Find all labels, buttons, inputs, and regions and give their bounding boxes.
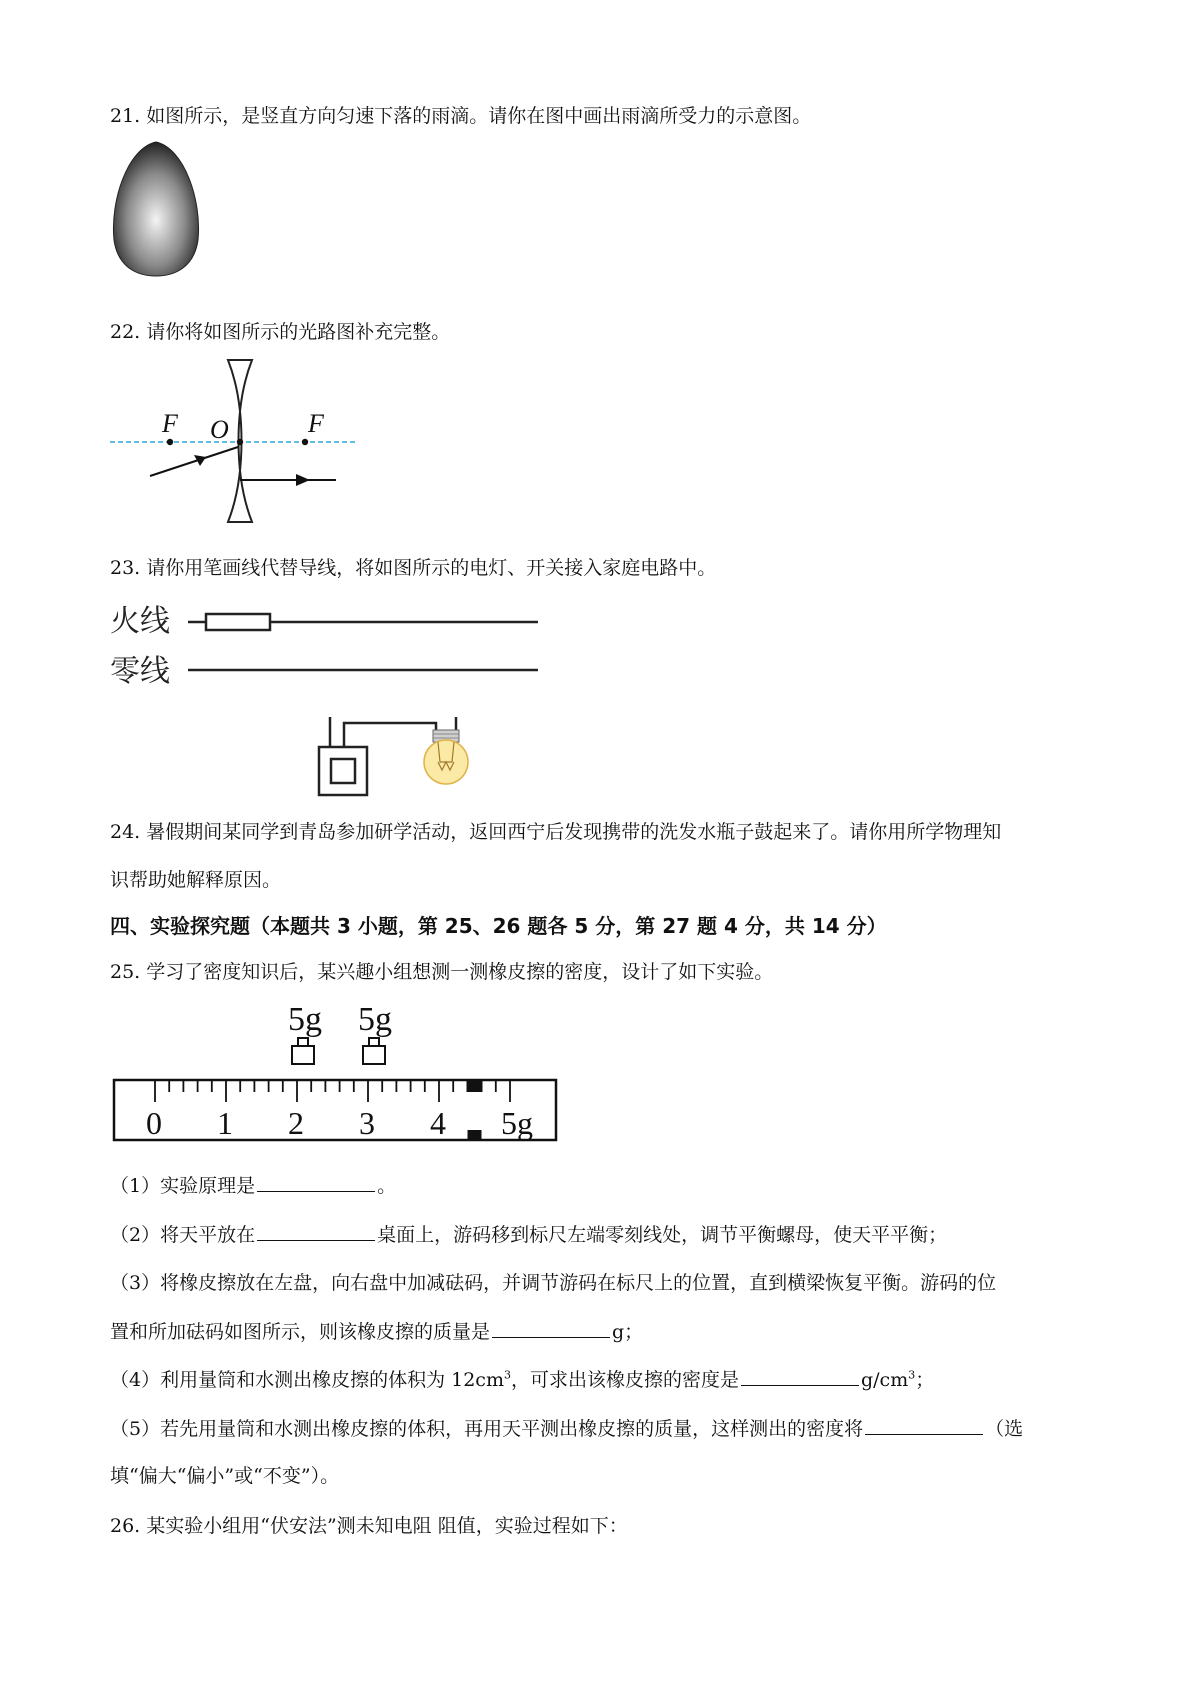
section-4-heading: 四、实验探究题（本题共 3 小题，第 25、26 题各 5 分，第 27 题 4 分，共 14 分）: [110, 914, 887, 938]
answer-blank-2[interactable]: [257, 1222, 375, 1241]
focus-right-label: F: [308, 409, 324, 438]
question-24-line2: 识帮助她解释原因。: [110, 869, 282, 891]
live-wire-label: 火线: [110, 604, 170, 639]
focus-right-point: [302, 439, 308, 445]
fuse: [206, 614, 270, 630]
light-bulb-icon: [424, 730, 468, 784]
q25-sub4: （4）利用量筒和水测出橡皮擦的体积为 $12cm^3$，可求出该橡皮擦的密度是 $g/cm^3$；: [110, 1368, 935, 1391]
home-circuit-figure: [180, 600, 550, 800]
q25-sub1: （1）实验原理是 。: [110, 1175, 397, 1197]
scale-label: 2: [288, 1105, 304, 1141]
optical-center-point: [237, 439, 243, 445]
question-24-line1: 24. 暑假期间某同学到青岛参加研学活动，返回西宁后发现携带的洗发水瓶子鼓起来了。请你用所学物理知: [110, 821, 1002, 843]
rider-bottom: [468, 1130, 482, 1140]
scale-label: 0: [146, 1105, 162, 1141]
optical-center-label: O: [210, 415, 229, 444]
q25-sub3-line2: 置和所加砝码如图所示，则该橡皮擦的质量是 g；: [110, 1321, 644, 1343]
neutral-wire-label: 零线: [110, 654, 170, 689]
raindrop-shape: [113, 142, 198, 276]
question-22: 22. 请你将如图所示的光路图补充完整。: [110, 321, 451, 343]
question-21: 21. 如图所示，是竖直方向匀速下落的雨滴。请你在图中画出雨滴所受力的示意图。: [110, 105, 812, 127]
question-23: 23. 请你用笔画线代替导线，将如图所示的电灯、开关接入家庭电路中。: [110, 557, 717, 579]
scale-ruler: [114, 1080, 556, 1140]
switch-box-inner: [331, 759, 355, 783]
parallel-ray-arrow: [296, 474, 310, 486]
weight-icon-2: [363, 1038, 385, 1064]
question-26: 26. 某实验小组用“伏安法”测未知电阻 阻值，实验过程如下：: [110, 1515, 628, 1537]
incident-ray: [150, 447, 238, 476]
scale-label: 1: [217, 1105, 233, 1141]
q25-sub5-line2: 填“偏大“偏小”或“不变”）。: [110, 1465, 340, 1487]
scale-label: 3: [359, 1105, 375, 1141]
q25-sub3-line1: （3）将橡皮擦放在左盘，向右盘中加减砝码，并调节游码在标尺上的位置，直到横梁恢复平衡。游码的位: [110, 1272, 997, 1294]
raindrop-figure: [108, 140, 204, 278]
weight-label-1: 5g: [288, 1001, 322, 1038]
answer-blank-5[interactable]: [865, 1416, 983, 1435]
q25-sub5-line1: （5）若先用量筒和水测出橡皮擦的体积，再用天平测出橡皮擦的质量，这样测出的密度将 （选: [110, 1418, 1024, 1440]
weight-label-2: 5g: [358, 1001, 392, 1038]
balance-scale-figure: [110, 994, 560, 1144]
focus-left-point: [167, 439, 173, 445]
answer-blank-4[interactable]: [741, 1367, 859, 1386]
scale-label: 4: [430, 1105, 446, 1141]
question-25-intro: 25. 学习了密度知识后，某兴趣小组想测一测橡皮擦的密度，设计了如下实验。: [110, 961, 774, 983]
answer-blank-3[interactable]: [492, 1319, 610, 1338]
switch-to-lamp-wire: [344, 723, 436, 747]
scale-label: 5g: [501, 1105, 533, 1141]
weight-icon-1: [292, 1038, 314, 1064]
lens-optics-figure: [110, 356, 360, 524]
focus-left-label: F: [162, 409, 178, 438]
q25-sub2: （2）将天平放在 桌面上，游码移到标尺左端零刻线处，调节平衡螺母，使天平平衡；: [110, 1224, 948, 1246]
rider-top: [468, 1080, 482, 1092]
answer-blank-1[interactable]: [257, 1173, 375, 1192]
